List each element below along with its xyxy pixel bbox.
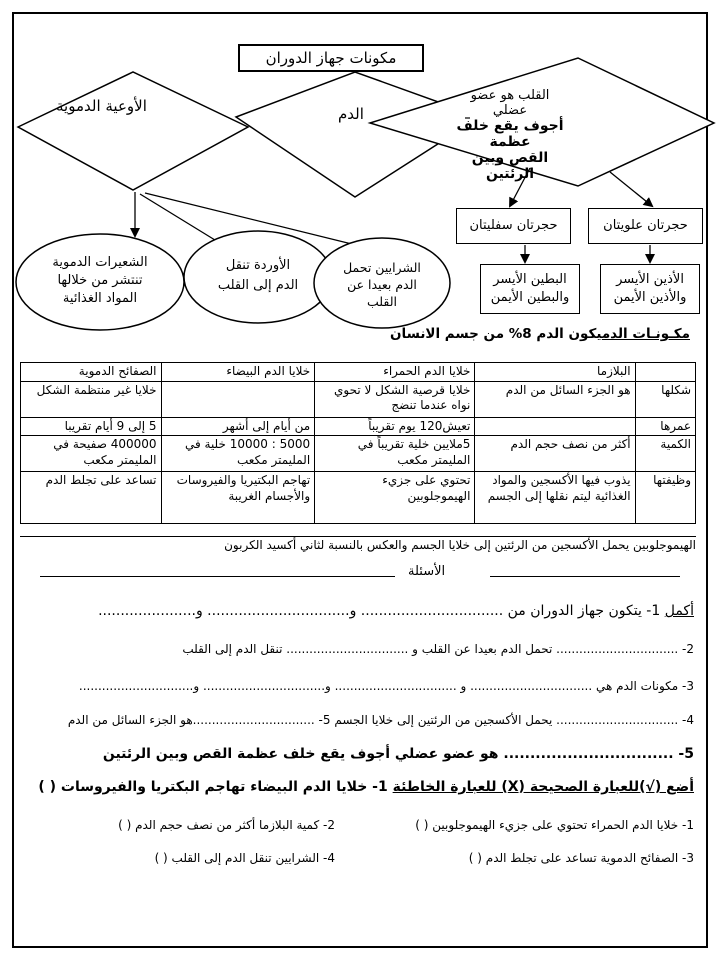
questions-title: الأسئلة xyxy=(408,564,446,579)
upper-chambers-label: حجرتان علويتان xyxy=(603,218,688,234)
veins-line-2: الدم إلى القلب xyxy=(217,277,299,293)
capillaries-line-1: الشعيرات الدموية xyxy=(52,255,148,270)
questions-title-row xyxy=(40,564,680,584)
upper-chambers-box xyxy=(588,208,703,244)
capillaries-text xyxy=(30,254,170,309)
arteries-line-3: القلب xyxy=(366,293,398,309)
veins-line-1: الأوردة تنقل xyxy=(225,258,291,273)
table-cell: خلايا قرصية الشكل لا تحوي نواه عندما تنضج xyxy=(315,381,475,417)
table-header-cell: خلايا الدم البيضاء xyxy=(161,363,315,382)
table-header-row xyxy=(21,363,696,382)
question-2: 2- ................................ تحمل الدم بعيدا عن القلب و ................................ تنقل الدم إلى القلب xyxy=(182,642,694,656)
table-cell: عمرها xyxy=(635,417,695,436)
table-row xyxy=(21,381,696,417)
table-cell: تساعد على تجلط الدم xyxy=(21,472,162,524)
arteries-line-2: الدم بعيدا عن xyxy=(347,276,417,292)
ventricles-box xyxy=(480,264,580,314)
arteries-text xyxy=(324,260,440,311)
arteries-line-1: الشرايين تحمل xyxy=(343,260,421,275)
table-cell: 5ملايين خلية تقريباً في المليمتر مكعب xyxy=(315,436,475,472)
veins-text xyxy=(198,256,318,295)
components-heading-bold: مكـونـات الدم xyxy=(601,326,690,342)
table-cell: تهاجم البكتيريا والفيروسات والأجسام الغريبة xyxy=(161,472,315,524)
table-row xyxy=(21,417,696,436)
vessels-diamond xyxy=(18,72,248,190)
table-header-cell: البلازما xyxy=(475,363,635,382)
diagram-title: مكونات جهاز الدوران xyxy=(238,44,424,72)
atria-box xyxy=(600,264,700,314)
table-cell xyxy=(475,417,635,436)
atria-line-2: والأذين الأيمن xyxy=(613,290,687,305)
tf-item: 4- الشرايين تنقل الدم إلى القلب ( ) xyxy=(154,851,335,865)
components-heading xyxy=(390,326,690,342)
table-cell: تحتوي على جزيء الهيموجلوبين xyxy=(315,472,475,524)
table-cell: 5 إلى 9 أيام تقريبا xyxy=(21,417,162,436)
table-header-cell: خلايا الدم الحمراء xyxy=(315,363,475,382)
table-cell: 5000 : 10000 خلية في المليمتر مكعب xyxy=(161,436,315,472)
tf-item: 3- الصفائح الدموية تساعد على تجلط الدم ( ) xyxy=(468,851,694,865)
table-cell: خلايا غير منتظمة الشكل xyxy=(21,381,162,417)
heart-line-1: القلب هو عضو عضلي xyxy=(470,88,550,118)
blood-components-table xyxy=(20,362,696,524)
divider-left xyxy=(40,576,395,577)
heart-line-2: أجوف يقع خلف عظمة xyxy=(456,118,564,150)
arrow-to-upper-chambers xyxy=(610,172,652,206)
lower-chambers-box xyxy=(456,208,571,244)
table-cell: وظيفتها xyxy=(635,472,695,524)
blood-label: الدم xyxy=(338,105,364,123)
vessels-label: الأوعية الدموية xyxy=(56,97,147,115)
ventricles-line-2: والبطين الأيمن xyxy=(490,290,570,305)
table-cell: يذوب فيها الأكسجين والمواد الغذائية ليتم نقلها إلى الجسم xyxy=(475,472,635,524)
table-cell: شكلها xyxy=(635,381,695,417)
question-4: 4- ................................ يحمل الأكسجين من الرئتين إلى خلايا الجسم 5- ................................هو الجزء السائل من الدم xyxy=(67,713,694,727)
capillaries-line-3: المواد الغذائية xyxy=(62,291,138,307)
tf-item: 1- خلايا الدم البيضاء تهاجم البكتريا والفيروسات ( ) xyxy=(38,779,388,795)
table-cell: الكمية xyxy=(635,436,695,472)
divider-right xyxy=(490,576,680,577)
table-cell: تعيش120 يوم تقريباً xyxy=(315,417,475,436)
heart-line-3: القص وبين الرئتين xyxy=(471,150,549,182)
table-cell: من أيام إلى أشهر xyxy=(161,417,315,436)
table-cell xyxy=(161,381,315,417)
table-cell: أكثر من نصف حجم الدم xyxy=(475,436,635,472)
tf-item: 1- خلايا الدم الحمراء تحتوي على جزيء الهيموجلوبين ( ) xyxy=(415,818,694,832)
components-heading-rest: يكون الدم 8% من جسم الانسان xyxy=(390,326,602,342)
question-1-prefix: أكمل xyxy=(664,603,694,619)
table-header-cell: الصفائح الدموية xyxy=(21,363,162,382)
table-header-cell xyxy=(635,363,695,382)
question-1-text: 1- يتكون جهاز الدوران من ................................ و................................ و...................... xyxy=(98,603,665,619)
ventricles-line-1: البطين الأيسر xyxy=(493,272,567,288)
hemoglobin-note: الهيموجلوبين يحمل الأكسجين من الرئتين إلى خلايا الجسم والعكس بالنسبة لثاني أكسيد الكربون xyxy=(20,536,696,552)
table-row xyxy=(21,436,696,472)
table-cell: هو الجزء السائل من الدم xyxy=(475,381,635,417)
table-cell: 400000 صفيحة في المليمتر مكعب xyxy=(21,436,162,472)
atria-line-1: الأذين الأيسر xyxy=(616,272,684,288)
capillaries-line-2: تنتشر من خلالها xyxy=(57,273,143,289)
tf-item: 2- كمية البلازما أكثر من نصف حجم الدم ( ) xyxy=(118,818,335,832)
question-3: 3- مكونات الدم هي ................................ و ................................ و................................ و.............................. xyxy=(78,679,694,693)
heart-text xyxy=(455,88,565,182)
question-5: 5- ................................ هو عضو عضلي أجوف يقع خلف عظمة القص وبين الرئتين xyxy=(102,746,694,762)
question-1 xyxy=(98,603,694,619)
true-false-header xyxy=(38,779,694,795)
true-false-instruction: أضع (√)للعبارة الصحيحة (X) للعبارة الخاطئة xyxy=(392,779,694,795)
table-row xyxy=(21,472,696,524)
lower-chambers-label: حجرتان سفليتان xyxy=(469,218,558,234)
